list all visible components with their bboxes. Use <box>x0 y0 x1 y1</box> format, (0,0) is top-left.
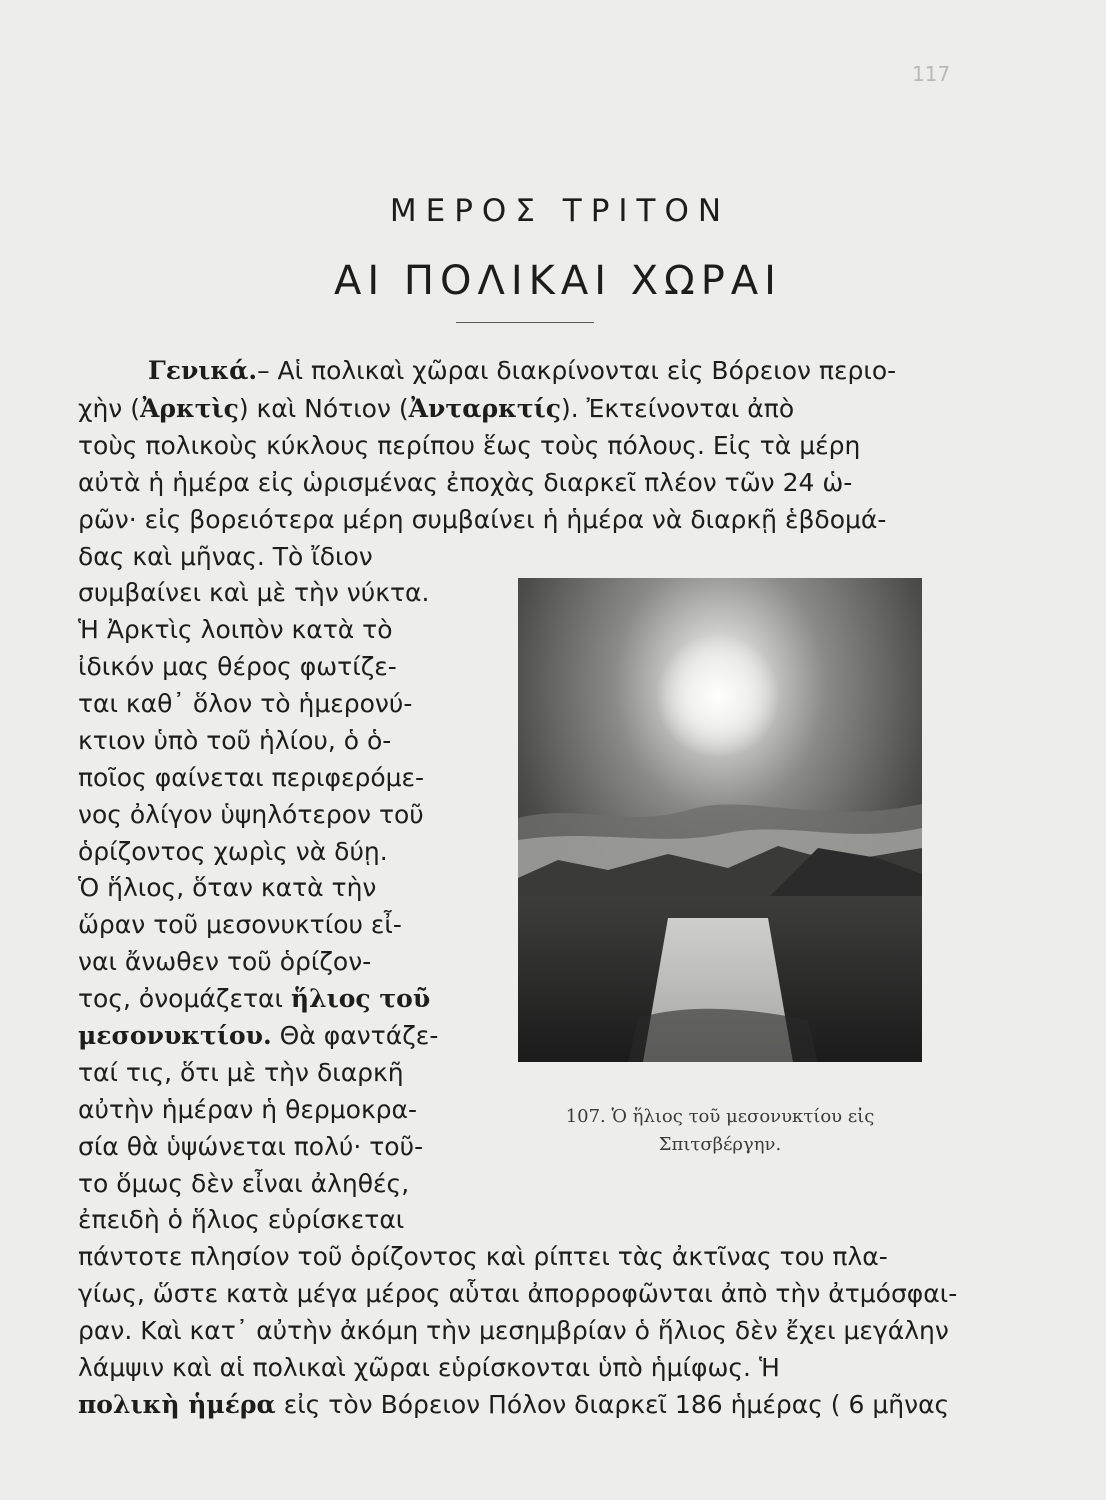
foreground-shadow <box>628 1009 818 1062</box>
midnight-sun-photo <box>518 578 922 1062</box>
term-polar-day: πολικὴ ἡμέρα <box>78 1390 276 1419</box>
body-line: λάμψιν καὶ αἱ πολικαὶ χῶραι εὑρίσκονται ὑπὸ ἡμίφως. Ἡ <box>78 1353 780 1382</box>
title-divider <box>456 322 594 323</box>
term-midnight-sun: ἥλιος τοῦ <box>290 984 431 1013</box>
body-line: αὐτὴν ἡμέραν ἡ θερμοκρα- <box>78 1095 418 1124</box>
body-line: τος, ὀνομάζεται ἥλιος τοῦ <box>78 984 431 1013</box>
page-number: 117 <box>912 62 951 86</box>
chapter-title: ΑΙ ΠΟΛΙΚΑΙ ΧΩΡΑΙ <box>334 258 782 304</box>
body-line: χὴν (Ἀρκτὶς) καὶ Νότιον (Ἀνταρκτίς). Ἐκτείνονται ἀπὸ <box>78 394 795 423</box>
body-line: ποῖος φαίνεται περιφερόμε- <box>78 763 425 792</box>
body-line: κτιον ὑπὸ τοῦ ἡλίου, ὁ ὁ- <box>78 726 392 755</box>
body-line: δας καὶ μῆνας. Τὸ ἴδιον <box>78 542 373 571</box>
term-arktis: Ἀρκτὶς <box>139 394 239 423</box>
body-line: το ὅμως δὲν εἶναι ἀληθές, <box>78 1169 410 1198</box>
body-line: ραν. Καὶ κατ᾽ αὐτὴν ἀκόμη τὴν μεσημβρίαν ὁ ἥλιος δὲν ἔχει μεγάλην <box>78 1316 949 1345</box>
sun <box>656 634 780 758</box>
figure-caption-line2: Σπιτσβέργην. <box>658 1134 782 1155</box>
body-line: τοὺς πολικοὺς κύκλους περίπου ἕως τοὺς πόλους. Εἰς τὰ μέρη <box>78 431 861 460</box>
photo-illustration <box>518 578 922 1062</box>
body-line: συμβαίνει καὶ μὲ τὴν νύκτα. <box>78 578 430 607</box>
body-line: Ὁ ἥλιος, ὅταν κατὰ τὴν <box>78 873 377 902</box>
body-line: πάντοτε πλησίον τοῦ ὁρίζοντος καὶ ρίπτει τὰς ἀκτῖνας του πλα- <box>78 1242 888 1271</box>
body-line: ἐπειδὴ ὁ ἥλιος εὑρίσκεται <box>78 1205 405 1234</box>
body-line: ται καθ᾽ ὅλον τὸ ἡμερονύ- <box>78 689 413 718</box>
body-line: ναι ἄνωθεν τοῦ ὁρίζον- <box>78 947 372 976</box>
body-line: ταί τις, ὅτι μὲ τὴν διαρκῆ <box>78 1058 404 1087</box>
body-line: πολικὴ ἡμέρα εἰς τὸν Βόρειον Πόλον διαρκεῖ 186 ἡμέρας ( 6 μῆνας <box>78 1390 950 1419</box>
body-line: νος ὀλίγον ὑψηλότερον τοῦ <box>78 800 424 829</box>
body-line: ρῶν· εἰς βορειότερα μέρη συμβαίνει ἡ ἡμέρα νὰ διαρκῇ ἑβδομά- <box>78 505 887 534</box>
term-antarktis: Ἀνταρκτίς <box>408 394 561 423</box>
body-line: γίως, ὥστε κατὰ μέγα μέρος αὗται ἀπορροφῶνται ἀπὸ τὴν ἀτμόσφαι- <box>78 1279 958 1308</box>
part-label: ΜΕΡΟΣ ΤΡΙΤΟΝ <box>389 193 731 229</box>
body-line: μεσονυκτίου. Θὰ φαντάζε- <box>78 1021 439 1050</box>
body-line: ὥραν τοῦ μεσονυκτίου εἶ- <box>78 910 402 939</box>
term-midnight-sun-cont: μεσονυκτίου. <box>78 1021 272 1050</box>
figure-caption-line1: 107. Ὁ ἥλιος τοῦ μεσονυκτίου εἰς <box>565 1106 875 1127</box>
body-line: σία θὰ ὑψώνεται πολύ· τοῦ- <box>78 1132 424 1161</box>
body-line: ὁρίζοντος χωρὶς νὰ δύῃ. <box>78 837 388 866</box>
body-line: αὐτὰ ἡ ἡμέρα εἰς ὡρισμένας ἐποχὰς διαρκεῖ πλέον τῶν 24 ὡ- <box>78 468 853 497</box>
section-heading: Γενικά. <box>148 356 258 385</box>
body-line: ἰδικόν μας θέρος φωτίζε- <box>78 652 397 681</box>
body-line: Ἡ Ἀρκτὶς λοιπὸν κατὰ τὸ <box>78 615 393 644</box>
body-line: Γενικά.– Αἱ πολικαὶ χῶραι διακρίνονται εἰς Βόρειον περιο- <box>148 356 897 385</box>
